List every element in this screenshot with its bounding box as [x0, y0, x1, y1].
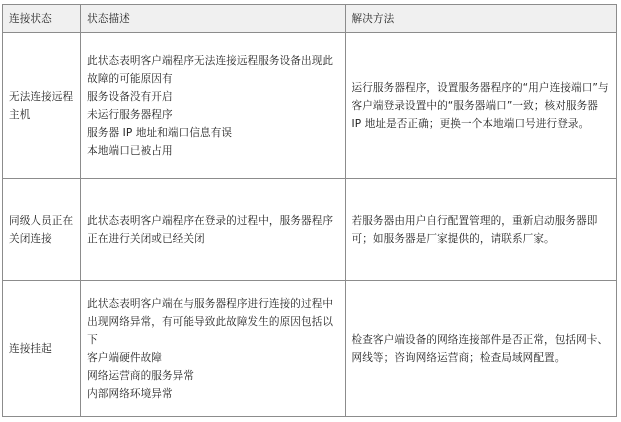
- description-line: 客户端硬件故障: [87, 351, 162, 364]
- description-cell: [81, 33, 345, 179]
- description-line: 本地端口已被占用: [87, 144, 173, 157]
- description-line: 此状态表明客户端在与服务器程序进行连接的过程中出现网络异常，有可能导致此故障发生的原因包括以下: [87, 297, 334, 346]
- state-cell: 连接挂起: [3, 281, 81, 417]
- description-line: 未运行服务器程序: [87, 108, 173, 121]
- description-line: 此状态表明客户端程序在登录的过程中，服务器程序正在进行关闭或已经关闭: [87, 214, 334, 245]
- state-cell: 无法连接远程主机: [3, 33, 81, 179]
- solution-cell: 检查客户端设备的网络连接部件是否正常，包括网卡、网线等；咨询网络运营商；检查局域网配置。: [345, 281, 616, 417]
- description-cell: [81, 179, 345, 281]
- table-row: [3, 179, 617, 281]
- description-line: 此状态表明客户端程序无法连接远程服务设备出现此故障的可能原因有: [87, 54, 334, 85]
- description-line: 服务设备没有开启: [87, 90, 173, 103]
- header-connection-state: 连接状态: [3, 5, 81, 33]
- description-line: 网络运营商的服务异常: [87, 369, 195, 382]
- description-line: 服务器 IP 地址和端口信息有误: [87, 126, 233, 139]
- header-solution: 解决方法: [345, 5, 616, 33]
- description-line: 内部网络环境异常: [87, 387, 173, 400]
- table-header-row: [3, 5, 617, 33]
- connection-status-table: [2, 4, 617, 417]
- solution-cell: 若服务器由用户自行配置管理的，重新启动服务器即可；如服务器是厂家提供的，请联系厂家。: [345, 179, 616, 281]
- table-row: [3, 281, 617, 417]
- state-cell: 同级人员正在关闭连接: [3, 179, 81, 281]
- solution-cell: 运行服务器程序，设置服务器程序的“用户连接端口”与客户端登录设置中的“服务器端口”一致；核对服务器 IP 地址是否正确；更换一个本地端口号进行登录。: [345, 33, 616, 179]
- header-state-description: 状态描述: [81, 5, 345, 33]
- description-cell: [81, 281, 345, 417]
- table-row: [3, 33, 617, 179]
